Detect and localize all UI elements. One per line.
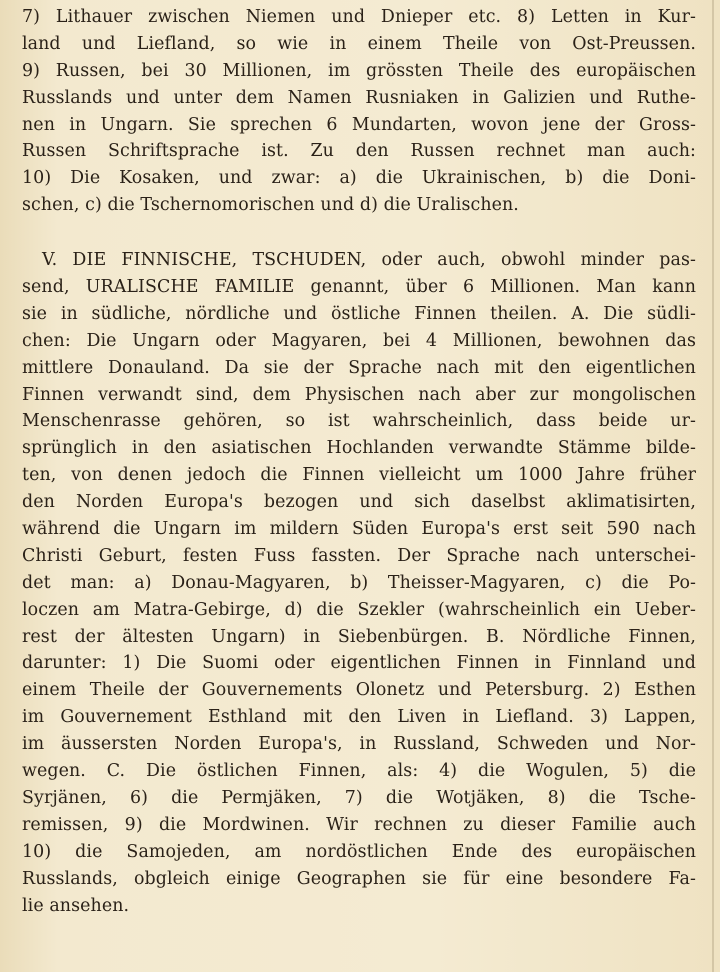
text-line: einem Theile der Gouvernements Olonetz und Petersburg. 2) Esthen <box>22 680 696 701</box>
text-line: nen in Ungarn. Sie sprechen 6 Mundarten, wovon jene der Gross- <box>22 114 696 135</box>
paragraph-slavic-peoples <box>22 4 696 219</box>
text-line: 9) Russen, bei 30 Millionen, im grössten Theile des europäischen <box>22 60 696 81</box>
text-line: Russen Schriftsprache ist. Zu den Russen rechnet man auch: <box>22 141 696 162</box>
text-line: ten, von denen jedoch die Finnen vielleicht um 1000 Jahre früher <box>22 465 696 486</box>
text-line: lie ansehen. <box>22 895 130 916</box>
text-line: Russlands und unter dem Namen Rusniaken in Galizien und Ruthe- <box>22 87 696 108</box>
text-line: land und Liefland, so wie in einem Theile von Ost-Preussen. <box>22 33 696 54</box>
text-line: send, URALISCHE FAMILIE genannt, über 6 Millionen. Man kann <box>22 277 696 298</box>
paragraph-gap <box>22 219 696 247</box>
text-line: wegen. C. Die östlichen Finnen, als: 4) die Wogulen, 5) die <box>22 761 696 782</box>
text-line: sie in südliche, nördliche und östliche Finnen theilen. A. Die südli- <box>22 303 696 324</box>
paragraph-finnish-family <box>22 247 696 919</box>
text-line: Menschenrasse gehören, so ist wahrscheinlich, dass beide ur- <box>22 411 696 432</box>
text-line: loczen am Matra-Gebirge, d) die Szekler (wahrscheinlich ein Ueber- <box>22 599 696 620</box>
text-line: V. DIE FINNISCHE, TSCHUDEN, oder auch, obwohl minder pas- <box>42 250 696 271</box>
text-line: Russlands, obgleich einige Geographen sie für eine besondere Fa- <box>22 868 696 889</box>
text-line: remissen, 9) die Mordwinen. Wir rechnen zu dieser Familie auch <box>22 814 696 835</box>
text-line: sprünglich in den asiatischen Hochlanden verwandte Stämme bilde- <box>22 438 696 459</box>
text-line: chen: Die Ungarn oder Magyaren, bei 4 Millionen, bewohnen das <box>22 330 696 351</box>
text-line: rest der ältesten Ungarn) in Siebenbürgen. B. Nördliche Finnen, <box>22 626 696 647</box>
text-line: im äussersten Norden Europa's, in Russland, Schweden und Nor- <box>22 734 696 755</box>
text-line: im Gouvernement Esthland mit den Liven in Liefland. 3) Lappen, <box>22 707 696 728</box>
text-line: während die Ungarn im mildern Süden Europa's erst seit 590 nach <box>22 519 696 540</box>
text-line: mittlere Donauland. Da sie der Sprache nach mit den eigentlichen <box>22 357 696 378</box>
text-line: Syrjänen, 6) die Permjäken, 7) die Wotjäken, 8) die Tsche- <box>22 787 696 808</box>
text-line: schen, c) die Tschernomorischen und d) die Uralischen. <box>22 195 519 216</box>
text-line: 7) Lithauer zwischen Niemen und Dnieper etc. 8) Letten in Kur- <box>22 7 696 27</box>
text-line: Finnen verwandt sind, dem Physischen nach aber zur mongolischen <box>22 384 696 405</box>
text-line: det man: a) Donau-Magyaren, b) Theisser-Magyaren, c) die Po- <box>22 572 696 593</box>
text-line: 10) Die Kosaken, und zwar: a) die Ukrainischen, b) die Doni- <box>22 168 696 189</box>
text-line: den Norden Europa's bezogen und sich daselbst aklimatisirten, <box>22 492 696 513</box>
text-line: 10) die Samojeden, am nordöstlichen Ende des europäischen <box>22 841 696 862</box>
text-line: Christi Geburt, festen Fuss fassten. Der Sprache nach unterschei- <box>22 545 696 566</box>
text-line: darunter: 1) Die Suomi oder eigentlichen Finnen in Finnland und <box>22 653 696 674</box>
